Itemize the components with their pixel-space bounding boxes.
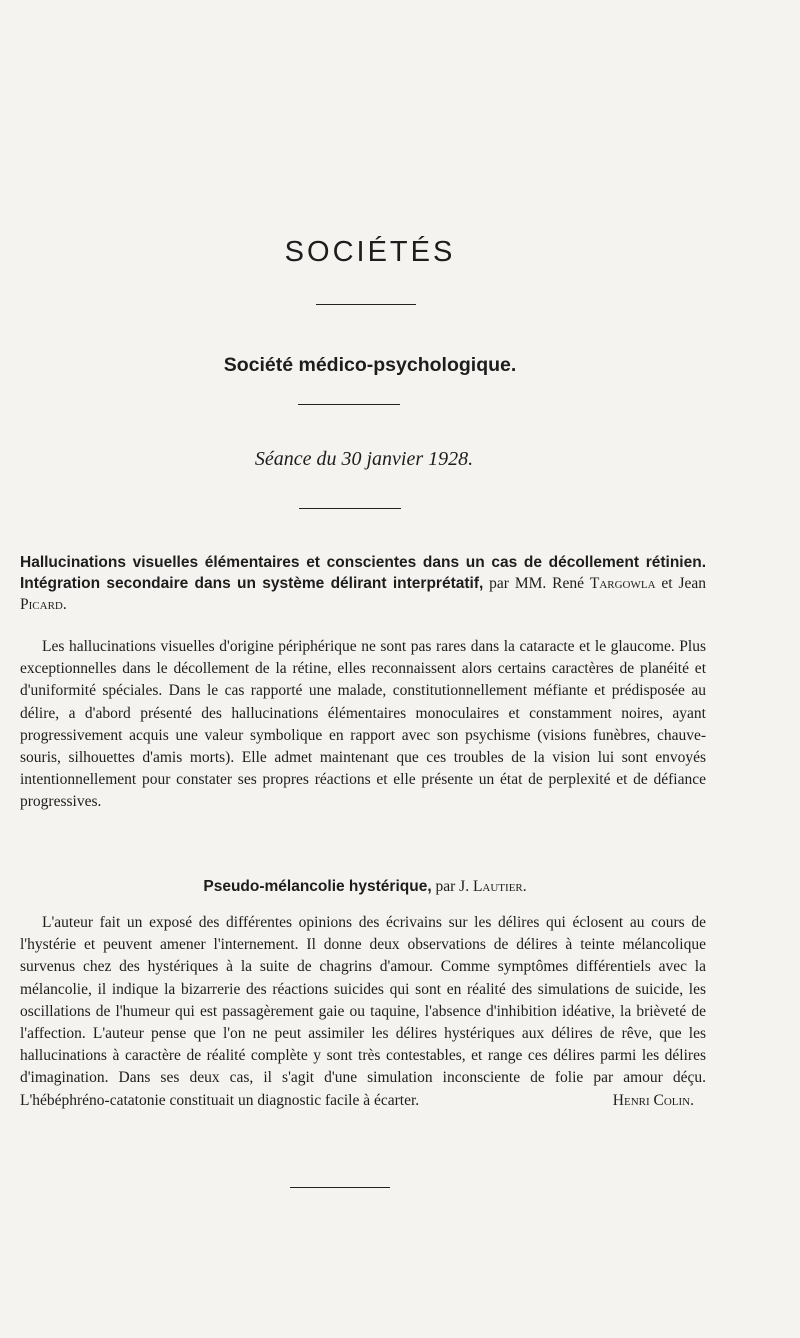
article2-body-text: L'auteur fait un exposé des différentes opinions des écrivains sur les délires qui éclosent au cours de l'hystérie et peuvent amener l'internement. Il donne deux observations de délires à teinte mélancolique survenus chez des hystériques à la suite de chagrins d'amour. Comme symptômes différentiels avec la mélancolie, il indique la bizarrerie des réactions suicides qui sont en réalité des simulations de suicide, les oscillations de l'humeur qui est passagèrement gaie ou taquine, l'absence d'inhibition idéative, la brièveté de l'affection. L'auteur pense que l'on ne peut assimiler les délires hystériques aux délires de rêve, que les hallucinations à caractère de réalité complète y sont très contestables, et range ces délires parmi les délires d'imagination. Dans ses deux cas, il s'agit d'une simulation inconsciente de folie par amour déçu. L'hébéphréno-catatonie constituait un diagnostic facile à écarter. <box>20 914 706 1109</box>
signature: Henri Colin. <box>612 1091 694 1109</box>
article1-authors-mid: et Jean <box>661 575 707 592</box>
divider-rule <box>290 1187 390 1188</box>
article1-heading <box>20 552 706 615</box>
society-name: Société médico-psychologique. <box>223 354 517 376</box>
article2-authors-prefix: par J. <box>435 878 470 895</box>
article2-body <box>20 912 706 1112</box>
divider-rule <box>299 508 401 509</box>
section-title: SOCIÉTÉS <box>284 236 456 268</box>
article1-authors-prefix: par MM. René <box>489 575 584 592</box>
article2-author: Lautier. <box>472 878 527 895</box>
article2-title: Pseudo-mélancolie hystérique, <box>203 878 432 895</box>
divider-rule <box>316 304 416 305</box>
session-date: Séance du 30 janvier 1928. <box>254 448 474 470</box>
article1-title: Hallucinations visuelles élémentaires et conscientes dans un cas de décollement rétinien. Intégration secondaire dans un système délirant interprétatif, <box>20 554 706 592</box>
article2-heading <box>0 878 730 896</box>
article1-body: Les hallucinations visuelles d'origine périphérique ne sont pas rares dans la cataracte et le glaucome. Plus exceptionnelles dans le décollement de la rétine, elles reconnaissent alors certains caractères de planéité et d'uniformité spéciales. Dans le cas rapporté une malade, constitutionnellement méfiante et prédisposée au délire, a d'abord présenté des hallucinations élémentaires monoculaires et constamment noires, ayant progressivement acquis une valeur symbolique en rapport avec son psychisme (visions funèbres, chauve-souris, silhouettes d'amis morts). Elle admet maintenant que ces troubles de la vision lui sont envoyés intentionnellement pour constater ses propres réactions et elle présente un état de perplexité et de défiance progressives. <box>20 638 706 811</box>
article1-author2: Picard. <box>20 596 67 613</box>
article1-author1: Targowla <box>589 575 656 592</box>
divider-rule <box>298 404 400 405</box>
